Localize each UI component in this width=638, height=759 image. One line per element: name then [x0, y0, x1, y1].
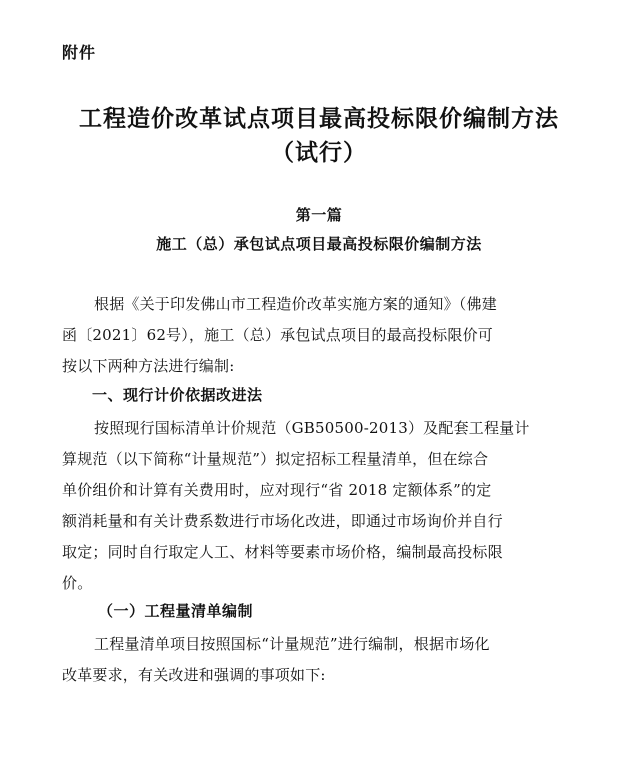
subsection-line: 改革要求，有关改进和强调的事项如下:: [62, 666, 326, 684]
section-line: 算规范（以下简称“计量规范”）拟定招标工程量清单，但在综合: [62, 450, 489, 468]
section-line: 单价组价和计算有关费用时，应对现行“省 2018 定额体系”的定: [62, 481, 492, 499]
intro-line: 函〔2021〕62号），施工（总）承包试点项目的最高投标限价可: [62, 326, 493, 344]
intro-paragraph: [62, 289, 576, 382]
section-paragraph: [62, 413, 576, 599]
subsection-paragraph: [62, 629, 576, 691]
section-line: 额消耗量和有关计费系数进行市场化改进，即通过市场询价并自行: [62, 512, 503, 530]
attachment-label: 附件: [62, 43, 97, 62]
intro-line: 根据《关于印发佛山市工程造价改革实施方案的通知》（佛建: [94, 295, 497, 313]
document-title-suffix: （试行）: [271, 139, 367, 166]
section-line: 按照现行国标清单计价规范（GB50500-2013）及配套工程量计: [94, 419, 530, 437]
part-title: 施工（总）承包试点项目最高投标限价编制方法: [156, 235, 482, 253]
part-label: 第一篇: [295, 206, 343, 224]
subsection-line: 工程量清单项目按照国标“计量规范”进行编制，根据市场化: [94, 635, 490, 653]
section-heading: 一、现行计价依据改进法: [92, 386, 263, 404]
intro-line: 按以下两种方法进行编制:: [62, 357, 235, 375]
section-line: 价。: [62, 574, 93, 592]
section-line: 取定；同时自行取定人工、材料等要素市场价格，编制最高投标限: [62, 543, 503, 561]
document-title: 工程造价改革试点项目最高投标限价编制方法: [79, 105, 559, 132]
subsection-heading: （一）工程量清单编制: [98, 602, 254, 620]
